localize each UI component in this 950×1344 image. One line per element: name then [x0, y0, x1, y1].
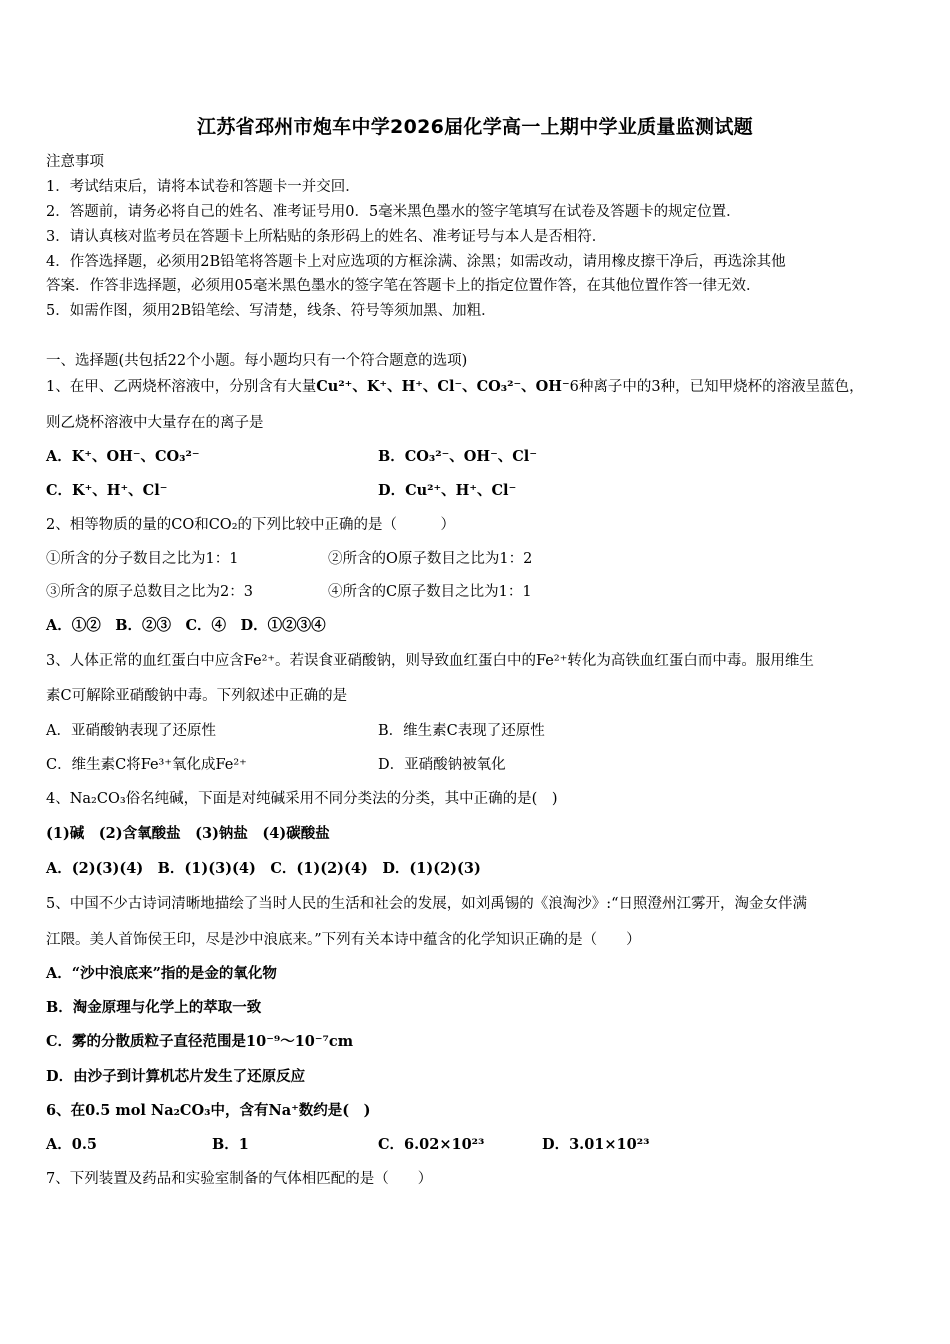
q2-statement-3: ③所含的原子总数目之比为2：3 [46, 584, 253, 600]
notice-item-5: 5．如需作图，须用2B铅笔绘、写清楚，线条、符号等须加黑、加粗． [46, 303, 496, 319]
notice-item-4: 4．作答选择题，必须用2B铅笔将答题卡上对应选项的方框涂满、涂黑；如需改动，请用橡皮擦干净后，再选涂其他 [46, 254, 786, 270]
q3-option-d: D．亚硝酸钠被氧化 [378, 757, 506, 773]
q3-option-c: C．维生素C将Fe³⁺氧化成Fe²⁺ [46, 757, 247, 773]
q5-option-b: B．淘金原理与化学上的萃取一致 [46, 999, 262, 1016]
notice-item-4-cont: 答案．作答非选择题，必须用05毫米黑色墨水的签字笔在答题卡上的指定位置作答，在其他位置作答一律无效． [46, 278, 761, 294]
q4-items: (1)碱 (2)含氧酸盐 (3)钠盐 (4)碳酸盐 [46, 825, 330, 842]
q1-option-b: B．CO₃²⁻、OH⁻、Cl⁻ [378, 448, 537, 465]
page-title: 江苏省邳州市炮车中学2026届化学高一上期中学业质量监测试题 [197, 116, 753, 138]
q1-stem-b: 6种离子中的3种，已知甲烧杯的溶液呈蓝色， [569, 379, 864, 395]
q6-option-c: C．6.02×10²³ [378, 1136, 485, 1153]
q1-option-c: C．K⁺、H⁺、Cl⁻ [46, 482, 168, 499]
notice-item-1: 1．考试结束后，请将本试卷和答题卡一并交回． [46, 179, 360, 195]
q1-stem [46, 377, 864, 397]
q1-stem-a: 1、在甲、乙两烧杯溶液中，分别含有大量 [46, 379, 317, 395]
q3-option-b: B．维生素C表现了还原性 [378, 723, 545, 739]
q5-option-c: C．雾的分散质粒子直径范围是10⁻⁹～10⁻⁷cm [46, 1033, 354, 1050]
q6-option-a: A．0.5 [46, 1136, 97, 1153]
q5-stem: 5、中国不少古诗词清晰地描绘了当时人民的生活和社会的发展，如刘禹锡的《浪淘沙》:“日照澄州江雾开，淘金女伴满 [46, 896, 808, 912]
q4-options: A．(2)(3)(4) B．(1)(3)(4) C．(1)(2)(4) D．(1)(2)(3) [46, 860, 481, 877]
q1-option-d: D．Cu²⁺、H⁺、Cl⁻ [378, 482, 517, 499]
q5-option-d: D．由沙子到计算机芯片发生了还原反应 [46, 1068, 306, 1085]
q1-stem-cont: 则乙烧杯溶液中大量存在的离子是 [46, 415, 264, 431]
q2-statement-2: ②所含的O原子数目之比为1：2 [328, 551, 533, 567]
q2-statement-4: ④所含的C原子数目之比为1：1 [328, 584, 532, 600]
notice-item-3: 3．请认真核对监考员在答题卡上所粘贴的条形码上的姓名、准考证号与本人是否相符． [46, 229, 607, 245]
q2-statement-1: ①所含的分子数目之比为1：1 [46, 551, 239, 567]
notice-heading: 注意事项 [46, 154, 104, 170]
q6-stem: 6、在0.5 mol Na₂CO₃中，含有Na⁺数约是( ) [46, 1102, 371, 1119]
q5-stem-cont: 江隈。美人首饰侯王印，尽是沙中浪底来。”下列有关本诗中蕴含的化学知识正确的是（ ） [46, 932, 641, 948]
q3-option-a: A．亚硝酸钠表现了还原性 [46, 723, 216, 739]
q2-options: A．①② B．②③ C．④ D．①②③④ [46, 617, 326, 634]
notice-item-2: 2．答题前，请务必将自己的姓名、准考证号用0．5毫米黑色墨水的签字笔填写在试卷及答题卡的规定位置． [46, 204, 741, 220]
q1-option-a: A．K⁺、OH⁻、CO₃²⁻ [46, 448, 200, 465]
q5-option-a: A．“沙中浪底来”指的是金的氧化物 [46, 965, 277, 982]
q3-stem: 3、人体正常的血红蛋白中应含Fe²⁺。若误食亚硝酸钠，则导致血红蛋白中的Fe²⁺转化为高铁血红蛋白而中毒。服用维生 [46, 653, 814, 669]
q1-ions: Cu²⁺、K⁺、H⁺、Cl⁻、CO₃²⁻、OH⁻ [316, 378, 570, 395]
q7-stem: 7、下列装置及药品和实验室制备的气体相匹配的是（ ） [46, 1171, 433, 1187]
q6-option-d: D．3.01×10²³ [542, 1136, 650, 1153]
q3-stem-cont: 素C可解除亚硝酸钠中毒。下列叙述中正确的是 [46, 688, 348, 704]
section-heading: 一、选择题(共包括22个小题。每小题均只有一个符合题意的选项) [46, 353, 468, 369]
q2-stem: 2、相等物质的量的CO和CO₂的下列比较中正确的是（ ） [46, 517, 455, 533]
q4-stem: 4、Na₂CO₃俗名纯碱，下面是对纯碱采用不同分类法的分类，其中正确的是( ) [46, 791, 558, 807]
q6-option-b: B．1 [212, 1136, 249, 1153]
